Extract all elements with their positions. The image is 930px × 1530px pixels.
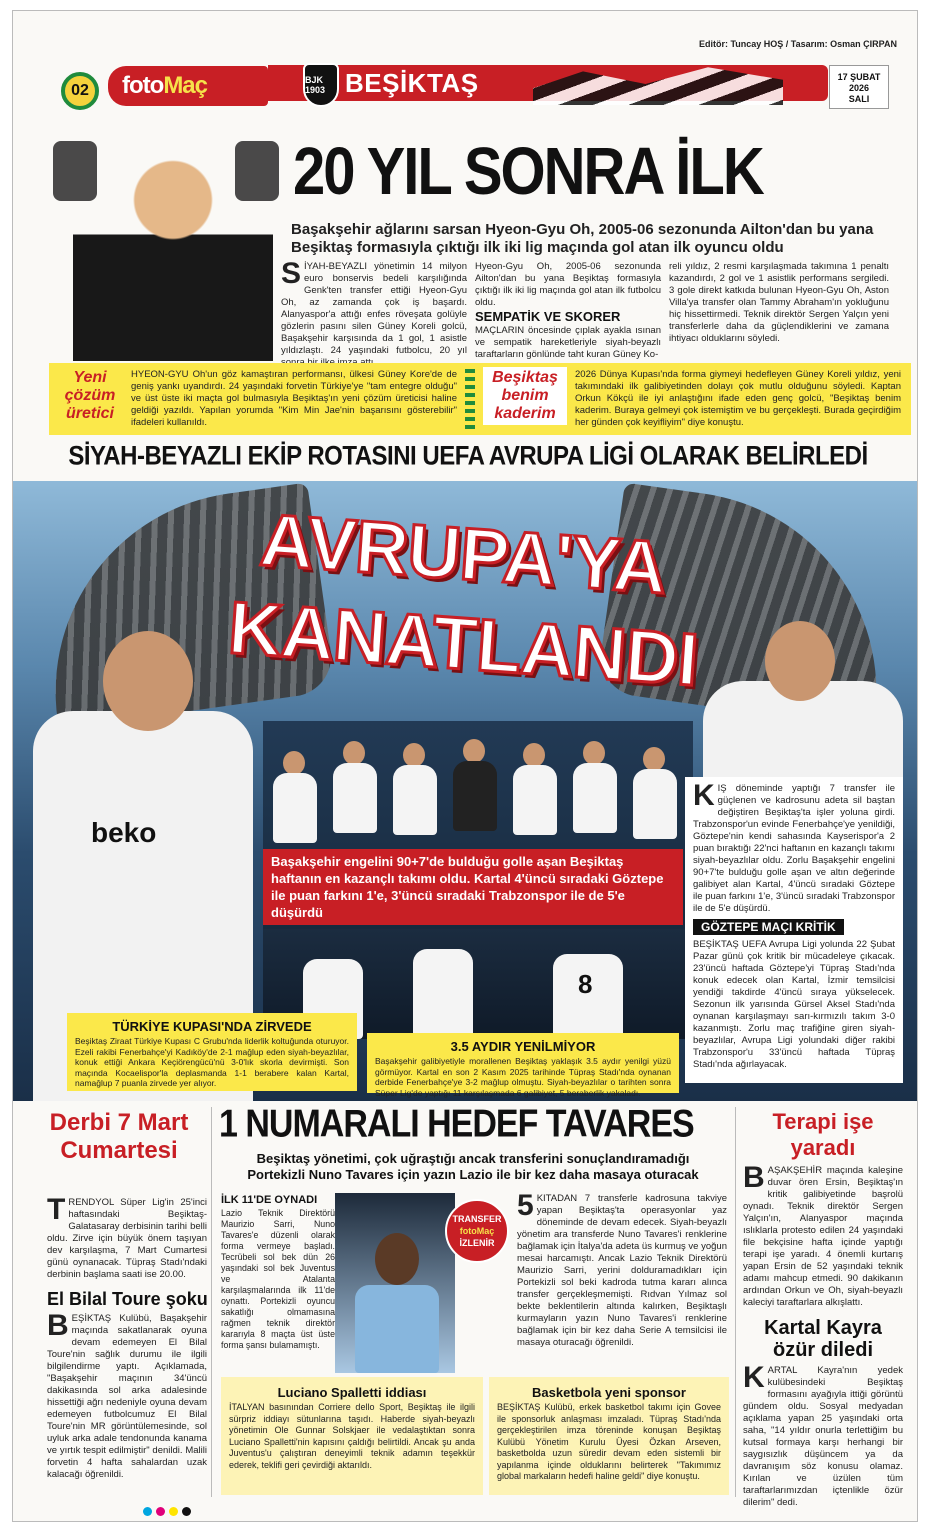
strip-left-title: Yeni çözüm üretici [64,369,116,422]
shirt-sponsor: beko [91,817,157,848]
side-subhead: GÖZTEPE MAÇI KRİTİK [693,919,844,935]
column-divider-right [735,1107,736,1497]
kayra-text: KARTAL Kayra'nın yedek kulübesindeki Beşiktaş formasını ayağıyla ittiği görüntü gündem oldu. Sosyal medyadan açıklama yapan 25 yaşındaki orta saha, "14 yıldır onurla terlettiğim bu kutsal formaya karşı herhangi bir saygısızlık düşüncem ya da davranışım söz konusu olamaz. Kırılan ve üzülen tüm taraftarlarımızdan içtenlikle özür dilerim" dedi. [743,1361,903,1508]
kayra-title: Kartal Kayra özür diledi [764,1317,882,1361]
top-story-col1: SİYAH-BEYAZLI yönetimin 14 milyon euro bonservis bedeli karşılığında Genk'ten transfer ettiği Hyeon-Gyu Oh, az zamanda çok iş başardı. Alanyaspor'a attığı enfes röveşata golüyle gözlerin pasını silen Güney Koreli golcü, Başakşehir karşısında da 1 gol, 1 asistle yıldızlaştı. 24 yaşındaki futbolcu, 20 yıl [281,257,467,356]
strip-left-text: HYEON-GYU Oh'un göz kamaştıran performansı, ülkesi Güney Kore'de de geniş yankı uyandırdı. 24 yaşındaki forvetin Türkiye'ye "tam entegre olduğu" ve üst üste iki maçta gol bulmasıyla Beşiktaş'ın yeni çözüm üreticisi haline geldiği yazıldı. Yapılan yorumda "Kim Min Jae'nin başarısını gösterebilir" ifadeleri kullanıldı. [131,369,457,428]
hero-title-line1: AVRUPA'YA [257,497,669,610]
color-registration-dots [143,1507,191,1516]
issue-date: 17 ŞUBAT 2026 SALI [829,65,889,109]
terapi-title: Terapi işe yaradı [772,1109,874,1160]
hero-info-box: Başakşehir engelini 90+7'de bulduğu golle aşan Beşiktaş haftanın en kazançlı takımı oldu. Kartal 4'üncü sıradaki Göztepe ile puan farkını 1'e, 3'üncü sıradaki Trabzonspor ile de 5'e düşürdü [263,849,683,925]
terapi-text: BAŞAKŞEHİR maçında kaleşine duvar ören Ersin, Beşiktaş'ın kritik galibiyetinde başrolü oynadı. Teknik direktör Sergen Yalçın'ın, Alanyaspor maçında ıslıklarla protesto edilen 24 yaşındaki file bekçisine hafta içinde yaptığı terapi işe yaradı. 4 önemli kurtarış yapan Ersin de 52 yaşındaki teknik adamı mahcup etmedi. 90 dakikanın ardından Orkun ve Oh, siyah-beyazlı kaleciyi taraftarlara alkışlattı. [743,1161,903,1308]
eagle-crest-icon [53,141,97,201]
strip-right-title: Beşiktaş benim kaderim [483,367,567,425]
column-divider [211,1107,212,1497]
tavares-headline: 1 NUMARALI HEDEF TAVARES [219,1102,694,1146]
top-story-col3: reli yıldız, 2 resmi karşılaşmada takımına 1 penaltı kazandırdı, 2 gol ve 1 asistlik performans sergiledi. 3 gole direkt katkıda bulunan Hyeon-Gyu Oh, Aston Villa'ya transfer olan Tammy Abraham'ın yokluğunu hiç hissettirmedi. Teknik direktör Sergen Yalçın yeni transferlerle daha da güçlendiklerini ve zamana ihtiyacı olduklarını söyledi. [669,261,889,344]
subhead: SEMPATİK VE SKORER [475,309,621,324]
unbeaten-box: 3.5 AYDIR YENİLMİYOR Başakşehir galibiyetiyle morallenen Beşiktaş yaklaşık 3.5 aydır yenilgi yüzü görmüyor. Kartal en son 2 Kasım 2025 tarihinde Tüpraş Stadı'nda oynanan derbide Fenerbahçe'ye 3-2 mağlup olmuştu. Siyah-beyazlılar o tarihten sonra Süper Lig'de yaptığı 11 karşılaşmada 6 galibiyet, 5 beraberlik yakaladı. [367,1033,679,1093]
toure-text: BEŞİKTAŞ Kulübü, Başakşehir maçında sakatlanarak oyuna devam edemeyen El Bilal Toure'nin sağlık durumu ile ilgili bilgilendirme yaptı. Açıklamada, "Başakşehir maçının 34'üncü dakikasında sol arka adalesinde hissettiği ağrı nedeniyle oyuna devam edemeyen futbolcumuz El Bilal Toure'nin MR görüntülemesinde, sol uyluk arka adale tendonunda kanama ve yırtık tespit edilmiştir" denildi. Malili forvetin 4 hafta sahalardan uzak kalacağı öğrenildi. [47,1309,207,1480]
top-headline: 20 YIL SONRA İLK [293,134,763,209]
hero-side-article: KIŞ döneminde yaptığı 7 transfer ile güçlenen ve kadrosunu adeta sil baştan değiştiren Beşiktaş'ta işler yoluna girdi. Trabzonspor'un evinde Fenerbahçe'ye yenildiği, Göztepe'nin kendi sahasında Kayserispor'a 2 puan bıraktığı 22'nci haftanın en kazançlı takımı siyah-beyazlılar oldu. Zorlu Başakşehir engelini 90+7'te bulduğu golle aşan ve altın değerinde galibiyet alan Kartal, 4'üncü sıradaki Göztepe ile puan farkını 1'e, 3'üncü sıradaki Trabzonspor ile de 5'e düşürdü. GÖZTEPE MAÇI KRİTİK BEŞİKTAŞ UEFA Avrupa Ligi yolunda 22 Şubat Pazar günü çok kritik bir mücadeleye çıkacak. 23'üncü haftada Göztepe'yi Tüpraş Stadı'nda konuk edecek olan Kartal, İzmir temsilcisi yendiği takdirde 4'üncü sıraya yükselecek. Sezonun ilk yarısında Gürsel Aksel Stadı'nda oynanan karşılaşmayı sarı-kırmızılı takım 3-0 kazanmıştı. Zorlu maç trafiğine giren siyah-beyazlılar, Avrupa Ligi yolundaki diğer rakibi Trabzonspor'u 33'üncü haftada Tüpraş Stadı'nda ağırlayacak. [685,777,903,1083]
tavares-subheadline: Beşiktaş yönetimi, çok uğraştığı ancak transferini sonuçlandıramadığı Portekizli Nuno Tavares için yazın Lazio ile bir kez daha masaya oturacak [247,1151,699,1182]
strip-right-text: 2026 Dünya Kupası'nda forma giymeyi hedefleyen Güney Koreli yıldız, yeni takımındaki ilk galibiyetinden dolayı çok mutlu olduğunu söyledi. Kaptan Orkun Kökçü ile iyi anlaştığını ifade eden genç golcü, "Beşiktaş benim kaderim. Buraya gelmeyi çok istemiştim ve bu gerçekleşti. Burada geçirdiğim her günden çok keyifliyim" diye konuştu. [575,369,901,428]
first11-box: İLK 11'DE OYNADI Lazio Teknik Direktörü Maurizio Sarri, Nuno Tavares'e düzenli olarak forma vermeye başladı. Tecrübeli sol bek dün 26 yaşındaki sol bek Juventus ve Atalanta karşılaşmalarında ilk 11'de oynattı. Portekizli oyuncu sakatlığı olmamasına rağmen teknik direktör kararıyla 8 maçta üst üste forma şansı bulamamıştı. [221,1194,335,1350]
derbi-text: TRENDYOL Süper Lig'in 25'inci haftasındaki Beşiktaş-Galatasaray derbisinin tarihi belli oldu. Zirve için büyük önem taşıyan dev karşılaşma, 7 Mart Cumartesi günü oynanacak. Tüpraş Stadı'ndaki derbinin başlama saati ise 20.00. [47,1193,207,1280]
spalletti-box: Luciano Spalletti iddiası İTALYAN basınından Corriere dello Sport, Beşiktaş ile ilgili sürpriz iddiayı sütunlarına taşıdı. Haberde siyah-beyazlı yönetimin Ole Gunnar Solskjaer ile vedalaştıktan sonra Luciano Spalletti'nin kapısını çaldığı belirtildi. Ancak şu anda Juventus'u çalıştıran deneyimli teknik adamın teşekkür ederek, teklifi geri çevirdiği aktarıldı. [221,1377,483,1495]
hero-photo-area [13,481,918,1101]
newspaper-page [12,10,918,1522]
top-story-col2: Hyeon-Gyu Oh, 2005-06 sezonunda Ailton'dan bu yana Beşiktaş formasıyla çıktığı ilk iki lig maçında gol atan ilk futbolcu oldu. SEMPATİK VE SKORER MAÇLARIN öncesinde çıplak ayakla ısınan ve sempatik hareketleriyle siyah-beyazlı taraftarların gönlünde taht kuran Güney Ko- [475,261,661,360]
top-subheadline: Başakşehir ağlarını sarsan Hyeon-Gyu Oh, 2005-06 sezonunda Ailton'dan bu yana Beşiktaş formasıyla çıktığı ilk iki lig maçında gol atan ilk oyuncu oldu [291,221,874,256]
brand-logo: foto Maç [108,66,268,106]
toure-title: El Bilal Toure şoku [47,1289,208,1309]
band-headline: SİYAH-BEYAZLI EKİP ROTASINI UEFA AVRUPA LİGİ OLARAK BELİRLEDİ [68,441,868,472]
editor-credit: Editör: Tuncay HOŞ / Tasarım: Osman ÇIRPAN [698,39,897,49]
tavares-photo [335,1193,455,1373]
right-player-head [765,621,835,701]
section-title: BEŞİKTAŞ [345,68,479,98]
tavares-main-text: 5 KITADAN 7 transferle kadrosuna takviye yapan Beşiktaş'ta operasyonlar yaz döneminde de devam edecek. Siyah-beyazlı yönetim ara transferde Nuno Tavares'i renklerine bağlamak için İtalya'da adeta üs kurmuş ve yoğun mesai harcamıştı. Ancak Lazio Teknik Direktörü Maurizio Sarri, yerini dolduramadıkları için Portekizli sol beki kadroda tutma kararı alınca transfer gerçekleşmemişti. Rıdvan Yılmaz sol bekte beklentilerin altında kalırken, Beşiktaşlı kurmayların yazın Nuno Tavares'i renklerine bağlamak için bir kez daha Serie A temsilcisi ile masaya oturacağı öğrenildi. [517,1189,727,1348]
strip-divider [465,369,475,429]
hero-title-line2: KANATLANDI [225,585,701,702]
eagle-crest-icon [235,141,279,201]
page-number: 02 [61,72,99,110]
derbi-title: Derbi 7 Mart Cumartesi [49,1109,189,1164]
left-player-head [103,631,193,731]
transfer-badge: TRANSFER fotoMaç İZLENİR [445,1199,509,1263]
cup-box: TÜRKİYE KUPASI'NDA ZİRVEDE Beşiktaş Ziraat Türkiye Kupası C Grubu'nda liderlik koltuğunda oturuyor. Ezeli rakibi Fenerbahçe'yi Kadıköy'de 2-1 mağlup eden siyah-beyazlılar, konuk ettiği Ankara Keçiörengücü'nü 3-0'lık skorla devirmişti. Son maçında Kocaelispor'la deplasmanda 1-1 berabere kalan Kartal, namağlup 7 puanla zirvede yer alıyor. [67,1013,357,1091]
bjk-crest-icon: BJK 1903 [303,63,339,107]
shirt-number: 8 [578,969,593,999]
basketball-box: Basketbola yeni sponsor BEŞİKTAŞ Kulübü, erkek basketbol takımı için Govee ile sponsorluk anlaşması imzaladı. Tüpraş Stadı'nda gerçekleştirilen imza töreninde konuşan Beşiktaş Kulübü Yönetim Kurulu Üyesi Özkan Arseven, basketbolda uzun süredir devam eden sistemli bir yapılanma içinde olduklarını belirterek "Takımımız global markaların hedefi haline geldi" diye konuştu. [489,1377,729,1495]
